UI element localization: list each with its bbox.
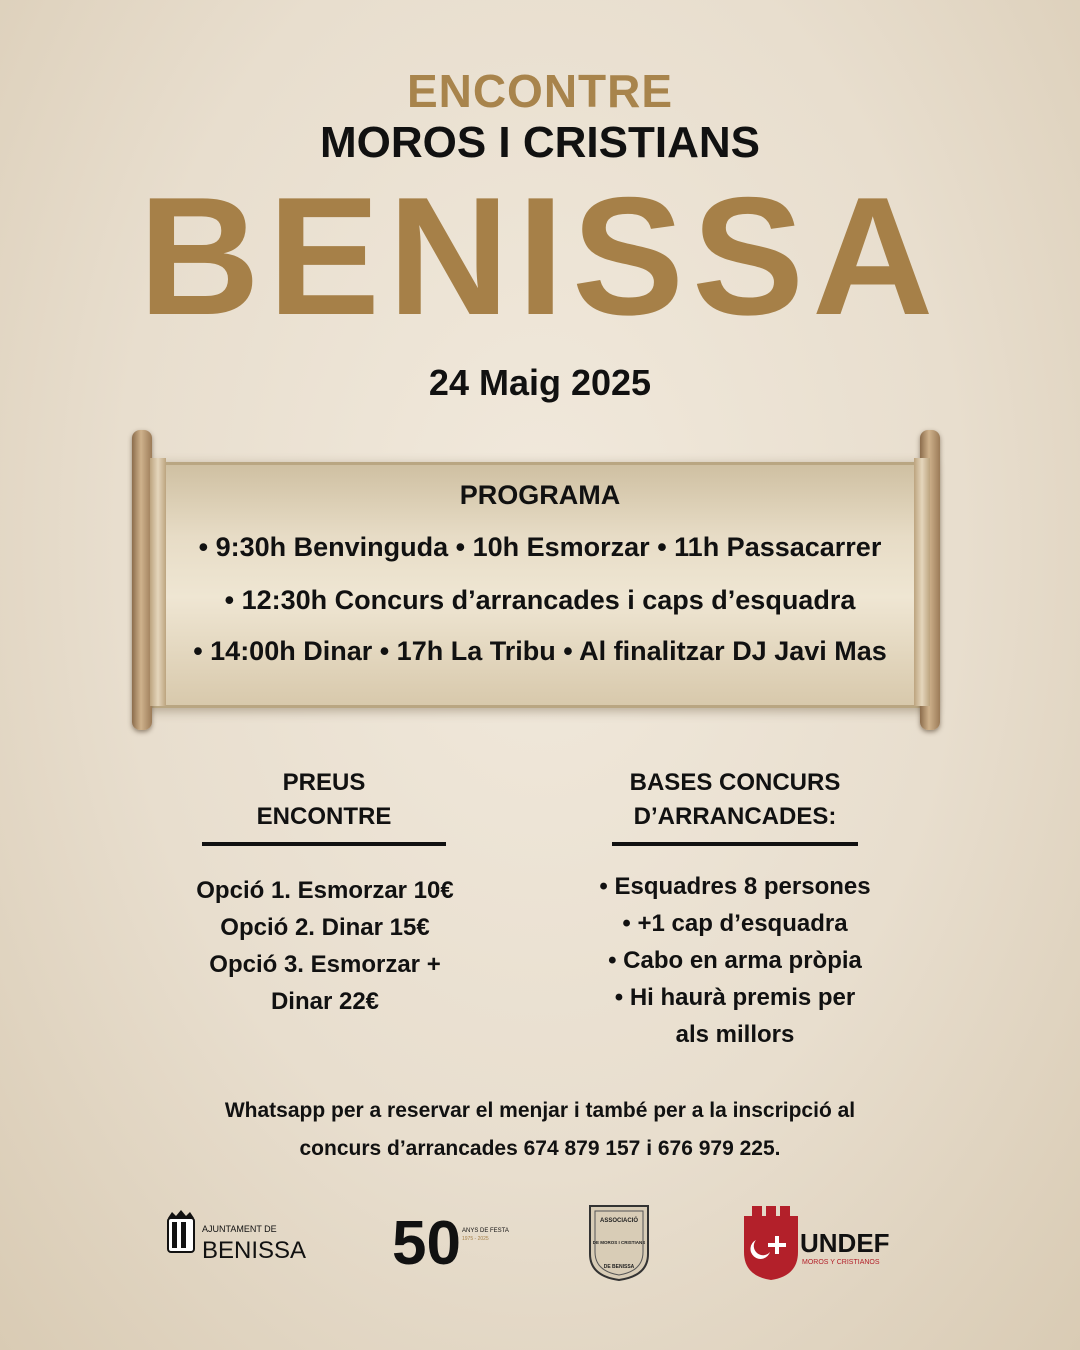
bases-item: • Esquadres 8 persones [599, 873, 871, 900]
preus-item: Opció 1. Esmorzar 10€ [196, 877, 454, 904]
preus-item: Opció 3. Esmorzar + [209, 951, 441, 978]
benissa-crest-icon [162, 1202, 322, 1282]
programa-title: PROGRAMA [459, 480, 621, 510]
bases-item: • Hi haurà premis per [614, 984, 856, 1011]
associacio-shield-icon [586, 1202, 652, 1282]
preus-heading-line: PREUS [282, 769, 366, 796]
programa-line: • 9:30h Benvinguda • 10h Esmorzar • 11h Passacarrer [198, 532, 882, 562]
event-kicker: ENCONTRE [406, 65, 674, 117]
preus-item: Opció 2. Dinar 15€ [220, 914, 430, 941]
bases-heading [612, 766, 858, 834]
contact-line: Whatsapp per a reservar el menjar i també per a la inscripció al [224, 1099, 856, 1122]
bases-divider [612, 842, 858, 846]
ajuntament-benissa-logo [162, 1202, 322, 1282]
preus-item: Dinar 22€ [270, 988, 380, 1015]
scroll-roller-left [132, 430, 152, 730]
event-main-title: BENISSA [138, 162, 942, 350]
associacio-logo [586, 1202, 652, 1282]
bases-item: als millors [675, 1021, 795, 1048]
undef-shield-icon [742, 1202, 902, 1282]
benissa-logo-name: BENISSA [202, 1237, 307, 1264]
contact-info [150, 1092, 930, 1168]
assoc-top: ASSOCIACIÓ [599, 1218, 639, 1224]
undef-name: UNDEF [800, 1228, 890, 1258]
programa-line: • 14:00h Dinar • 17h La Tribu • Al finalitzar DJ Javi Mas [193, 636, 887, 666]
bases-heading-line: BASES CONCURS [629, 769, 841, 796]
fifty-years-range: 1975 - 2025 [462, 1236, 489, 1242]
fifty-caption: ANYS DE FESTA [462, 1228, 509, 1234]
preus-divider [202, 842, 446, 846]
event-subtitle: MOROS I CRISTIANS [319, 118, 761, 167]
fifty-years-logo [392, 1202, 512, 1282]
undef-logo [742, 1202, 902, 1282]
preus-heading [200, 766, 448, 834]
assoc-bottom: DE BENISSA [603, 1264, 635, 1270]
bases-item: • +1 cap d’esquadra [622, 910, 848, 937]
assoc-mid: DE MOROS I CRISTIANS [592, 1240, 646, 1245]
undef-caption: MOROS Y CRISTIANOS [802, 1259, 880, 1266]
fifty-years-icon [392, 1202, 512, 1282]
preus-list [170, 872, 480, 1020]
event-date: 24 Maig 2025 [428, 362, 652, 403]
benissa-logo-small: AJUNTAMENT DE [202, 1224, 277, 1234]
bases-item: • Cabo en arma pròpia [608, 947, 862, 974]
contact-line: concurs d’arrancades 674 879 157 i 676 979 225. [299, 1137, 781, 1160]
bases-heading-line: D’ARRANCADES: [633, 803, 837, 830]
programa-line: • 12:30h Concurs d’arrancades i caps d’esquadra [224, 585, 856, 615]
bases-list [560, 868, 910, 1053]
preus-heading-line: ENCONTRE [256, 803, 392, 830]
fifty-number: 50 [392, 1209, 461, 1278]
